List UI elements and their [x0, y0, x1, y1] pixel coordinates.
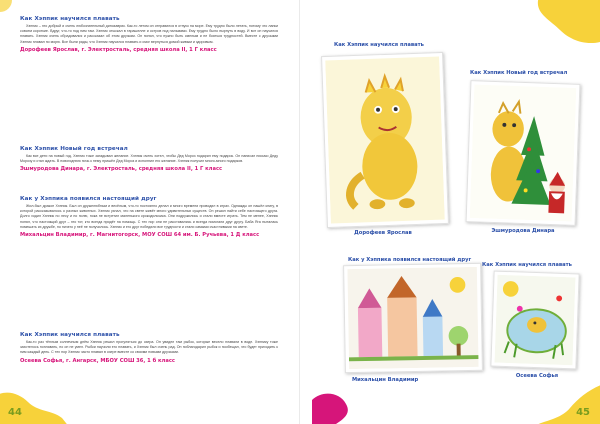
picture-author-name: Дорофеев Ярослав	[354, 230, 412, 236]
drawing-frame	[321, 52, 449, 228]
picture-caption: Как Хэппик Новый год встречал	[470, 70, 568, 76]
story-title: Как Хэппик научился плавать	[20, 16, 120, 22]
story-author: Дорофеев Ярослав, г. Электросталь, средняя школа II, 1 Г класс	[20, 46, 217, 53]
decorative-circle	[0, 0, 14, 14]
child-drawing-castle	[347, 267, 479, 369]
story-1	[20, 16, 278, 53]
story-2	[20, 146, 278, 173]
decorative-blob-yellow	[530, 0, 600, 48]
story-text: Хэппик – это добрый и очень любознательный динозаврик. Как-то летом он отправился в отпуск на море. Ему трудно было летать, потому что лапки совсем короткие. Вдруг, что-то под ним там. Хэппик отыскал в тарашелле и остров под пальмами. Ему трудно было нырнуть в воду. И вот он научился плавать. Хэппик очень обрадовался и рассказал об этом друзьям. Он понял, что нужно быть смелым и не бояться трудностей. Вместе с друзьями Хэппик плавал по морю. Все были рады, что Хэппик научился плавать и смог вернуться домой живым и здоровым.	[20, 24, 278, 44]
story-4	[20, 332, 278, 364]
decorative-blob-magenta	[312, 390, 352, 424]
story-body	[20, 154, 278, 164]
story-author: Осеева Софья, г. Ангарск, МБОУ СОШ 36, 1 б класс	[20, 357, 175, 364]
story-title: Как Хэппик Новый год встречал	[20, 146, 128, 152]
page-number: 45	[576, 407, 590, 418]
story-author: Михальцин Владимир, г. Магнитогорск, МОУ СОШ 64 им. Б. Ручьева, 1 Д класс	[20, 232, 260, 239]
picture-caption: Как Хэппик научился плавать	[482, 262, 572, 268]
picture-author-name: Эшмуродова Динара	[491, 228, 555, 234]
page-number: 44	[8, 407, 22, 418]
story-body	[20, 24, 278, 45]
story-text: Как все дети на новый год, Хэппик тоже загадывал желание. Хэппик очень хотел, чтобы Дед Мороз подарил ему подарок. Он написал письмо Деду Морозу и стал ждать. В новогоднюю ночь к нему пришёл Дед Мороз и исполнил его желание. Хэппик получил много-много подарков.	[20, 154, 278, 164]
picture-caption: Как Хэппик научился плавать	[334, 42, 424, 48]
story-text: Как-то раз тёплым солнечным днём Хэппик решил прогуляться до озера. Он увидел там рыбок, которые весело плавали в воде. Хэппику тоже захотелось поплавать, но он не умел. Рыбки научили его плавать, и Хэппик был очень рад. Он поблагодарил рыбок и пообещал, что будет приходить к ним каждый день. С тех пор Хэппик часто плавал в озере вместе со своими новыми друзьями.	[20, 340, 278, 355]
child-drawing-new-year-dragon	[470, 84, 577, 221]
picture-caption: Как у Хэппика появился настоящий друг	[348, 257, 472, 263]
drawing-frame	[466, 80, 581, 226]
story-author: Эшмуродова Динара, г. Электросталь, средняя школа II, 1 Г класс	[20, 166, 223, 173]
child-drawing-yellow-dragon	[325, 56, 445, 224]
drawing-frame	[343, 263, 483, 373]
drawing-frame	[490, 271, 579, 370]
story-title: Как Хэппик научился плавать	[20, 332, 120, 338]
story-body	[20, 204, 278, 230]
story-title: Как у Хэппика появился настоящий друг	[20, 196, 157, 202]
picture-author-name: Михальцин Владимир	[352, 377, 419, 383]
child-drawing-lake	[494, 275, 575, 366]
story-text: Жил-был дракон Хэппик. Был он дружелюбным и весёлым, что-то постоянно делал и много времени проводил в играх. Однажды он нашёл книгу, в которой рассказывалось о разных животных. Хэппик узнал, что на свете живёт много удивительных существ. Он решил найти себе настоящего друга. Долго ходил Хэппик по лесу и по полю, пока не встретил маленького крокодильчика. Они подружились и стали вместе играть. Тем не менее, Хэппик понял, что настоящий друг – это тот, кто всегда придёт на помощь. С тех пор они не расставались и всегда помогали друг другу. Баба Яга пыталась помешать их дружбе, но ничего у неё не получилось. Хэппик и его друг победили все трудности и стали самыми счастливыми на свете.	[20, 204, 278, 229]
decorative-blob-yellow	[0, 388, 70, 424]
picture-author-name: Осеева Софья	[515, 373, 559, 379]
story-body	[20, 340, 278, 356]
story-3	[20, 196, 278, 238]
right-page	[300, 0, 600, 424]
